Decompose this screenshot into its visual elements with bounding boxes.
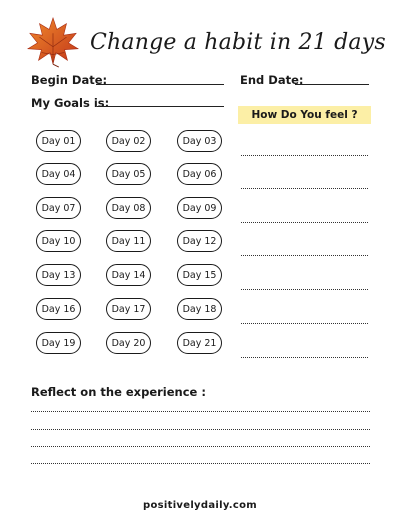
how-do-you-feel-label: How Do You feel ?	[238, 106, 371, 124]
end-date-label: End Date:	[240, 73, 304, 87]
begin-date-label: Begin Date:	[31, 73, 108, 87]
feel-line[interactable]	[241, 357, 368, 358]
day-pill[interactable]: Day 04	[36, 163, 81, 185]
feel-line[interactable]	[241, 222, 368, 223]
feel-line[interactable]	[241, 323, 368, 324]
reflect-label: Reflect on the experience :	[31, 385, 206, 399]
reflect-line[interactable]	[31, 411, 370, 412]
day-pill[interactable]: Day 05	[106, 163, 151, 185]
reflect-line[interactable]	[31, 463, 370, 464]
day-pill[interactable]: Day 21	[177, 332, 222, 354]
goals-line[interactable]	[97, 106, 224, 107]
reflect-line[interactable]	[31, 446, 370, 447]
end-date-line[interactable]	[295, 84, 369, 85]
day-pill[interactable]: Day 19	[36, 332, 81, 354]
day-pill[interactable]: Day 11	[106, 230, 151, 252]
day-pill[interactable]: Day 16	[36, 298, 81, 320]
day-pill[interactable]: Day 07	[36, 197, 81, 219]
day-pill[interactable]: Day 18	[177, 298, 222, 320]
day-pill[interactable]: Day 17	[106, 298, 151, 320]
feel-line[interactable]	[241, 188, 368, 189]
page-title: Change a habit in 21 days	[90, 30, 386, 55]
feel-line[interactable]	[241, 255, 368, 256]
day-pill[interactable]: Day 06	[177, 163, 222, 185]
day-pill[interactable]: Day 02	[106, 130, 151, 152]
day-pill[interactable]: Day 09	[177, 197, 222, 219]
day-pill[interactable]: Day 03	[177, 130, 222, 152]
feel-line[interactable]	[241, 155, 368, 156]
day-pill[interactable]: Day 08	[106, 197, 151, 219]
day-pill[interactable]: Day 14	[106, 264, 151, 286]
goals-label: My Goals is:	[31, 96, 110, 110]
day-pill[interactable]: Day 01	[36, 130, 81, 152]
day-pill[interactable]: Day 10	[36, 230, 81, 252]
maple-leaf-icon	[24, 14, 82, 68]
day-pill[interactable]: Day 12	[177, 230, 222, 252]
day-pill[interactable]: Day 13	[36, 264, 81, 286]
day-pill[interactable]: Day 15	[177, 264, 222, 286]
footer-site: positivelydaily.com	[143, 500, 257, 511]
begin-date-line[interactable]	[96, 84, 224, 85]
feel-line[interactable]	[241, 289, 368, 290]
reflect-line[interactable]	[31, 429, 370, 430]
day-pill[interactable]: Day 20	[106, 332, 151, 354]
